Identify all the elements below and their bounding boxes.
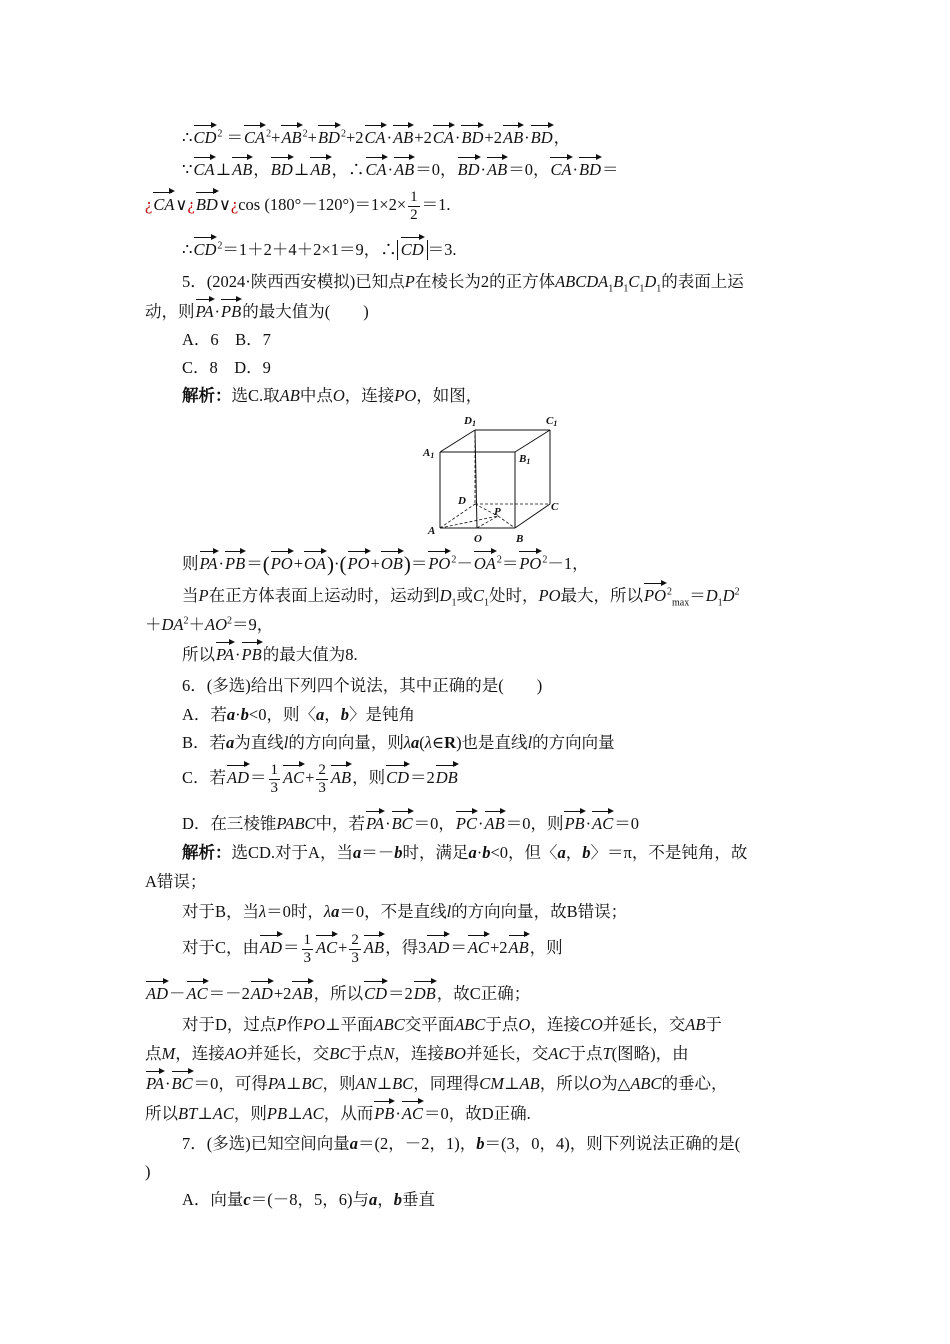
q6-solution-d1: 对于D，过点P作PO⊥平面ABC交平面ABC于点O，连接CO并延长，交AB于 (182, 1015, 722, 1034)
q6-solution-line1: 解析：选CD.对于A，当a＝－b时，满足a·b<0，但〈a，b〉＝π，不是钝角，故 (182, 843, 748, 862)
q6-solution-d3: PA·BC＝0，可得PA⊥BC，则AN⊥BC，同理得CM⊥AB，所以O为△ABC的垂心， (146, 1074, 728, 1093)
label-b: B (516, 533, 524, 545)
q6-solution-d2: 点M，连接AO并延长，交BC于点N，连接BO并延长，交AC于点T(图略)，由 (145, 1044, 689, 1063)
q5-options-row2 (182, 358, 271, 378)
q6-option-d: D．在三棱锥PABC中，若PA·BC＝0，PC·AB＝0，则PB·AC＝0 (182, 814, 639, 833)
q7-stem-line2: ) (145, 1162, 151, 1181)
q6-solution-c2: AD－AC＝－2AD+2AB，所以CD＝2DB，故C正确； (146, 984, 531, 1003)
q7-stem-line1: 7．(多选)已知空间向量a＝(2，－2，1)，b＝(3，0，4)，则下列说法正确的是( (182, 1134, 741, 1153)
q5-option-b: B．7 (235, 330, 271, 349)
label-p: P (494, 506, 501, 518)
label-d: D (458, 495, 466, 507)
proof-line-4: $\therefore CD^2=1+2+4+2\times 1=9$，∴ CD ＝3. (182, 240, 457, 259)
proof-line-2: ∵CA⊥AB，BD⊥AB，∴CA·AB＝0，BD·AB＝0，CA·BD＝ (182, 160, 619, 179)
q6-stem: 6．(多选)给出下列四个说法，其中正确的是( ) (182, 676, 543, 695)
q5-stem-line1: 5．(2024·陕西西安模拟)已知点P在棱长为2的正方体$ABCDA_1B_1C_1D_1$的表面上运 (182, 272, 744, 295)
q5-stem-line2: 动，则PA·PB的最大值为( ) (145, 302, 369, 321)
q5-option-d: D．9 (234, 358, 271, 377)
label-c1: C1 (546, 415, 558, 428)
q6-option-a: A．若a·b<0，则〈a，b〉是钝角 (182, 705, 415, 724)
q5-option-c: C．8 (182, 358, 218, 377)
label-o: O (474, 533, 482, 545)
q7-option-a: A．向量c＝(－8，5，6)与a，b垂直 (182, 1190, 435, 1209)
q6-solution-line2: A错误； (145, 872, 207, 891)
q5-option-a: A．6 (182, 330, 219, 349)
q5-text-line1: 当P在正方体表面上运动时，运动到$D_1$或$C_1$处时，PO最大，所以$PO^2_{max}=D_1D^2$ (182, 586, 740, 609)
q6-option-b: B．若a为直线l的方向向量，则λa(λ∈R)也是直线l的方向向量 (182, 733, 615, 752)
q5-options-row1 (182, 330, 271, 350)
q6-solution-c1: 对于C，由AD＝ $\frac{1}{3}$ AC+ $\frac{2}{3}$ AB，得3AD＝AC+2AB，则 (182, 932, 563, 966)
q5-solution-intro: 解析：选C.取AB中点O，连接PO，如图， (182, 386, 483, 405)
proof-line-1: $\therefore CD^2 =CA^2+AB^2+BD^2+2CA\cdot AB+2CA\cdot BD+2AB\cdot BD$， (182, 128, 571, 147)
label-a: A (428, 525, 436, 537)
q5-text-line2: $+DA^2+AO^2=9$， (145, 615, 274, 634)
q5-conclusion: 所以PA·PB的最大值为8. (182, 645, 358, 664)
label-b1: B1 (519, 453, 531, 466)
label-c: C (551, 501, 559, 513)
q6-solution-d4: 所以BT⊥AC，则PB⊥AC，从而PB·AC＝0，故D正确. (145, 1104, 531, 1123)
proof-line-3: ¿CA∨¿BD∨¿cos (180°－120°)＝1×2× $\frac{1}{2}$ ＝1. (145, 189, 451, 223)
q6-option-c: C．若AD＝ $\frac{1}{3}$ AC+ $\frac{2}{3}$ AB，则CD＝2DB (182, 762, 458, 796)
label-a1: A1 (423, 447, 435, 460)
q5-formula: 则$PA\cdot PB=(PO+OA)\cdot(PO+OB)=PO^2-OA^2=PO^2-1$， (182, 552, 589, 576)
cube-figure (420, 408, 570, 548)
q6-solution-b: 对于B，当λ＝0时，λa＝0，不是直线l的方向向量，故B错误； (182, 902, 628, 921)
label-d1: D1 (464, 415, 476, 428)
